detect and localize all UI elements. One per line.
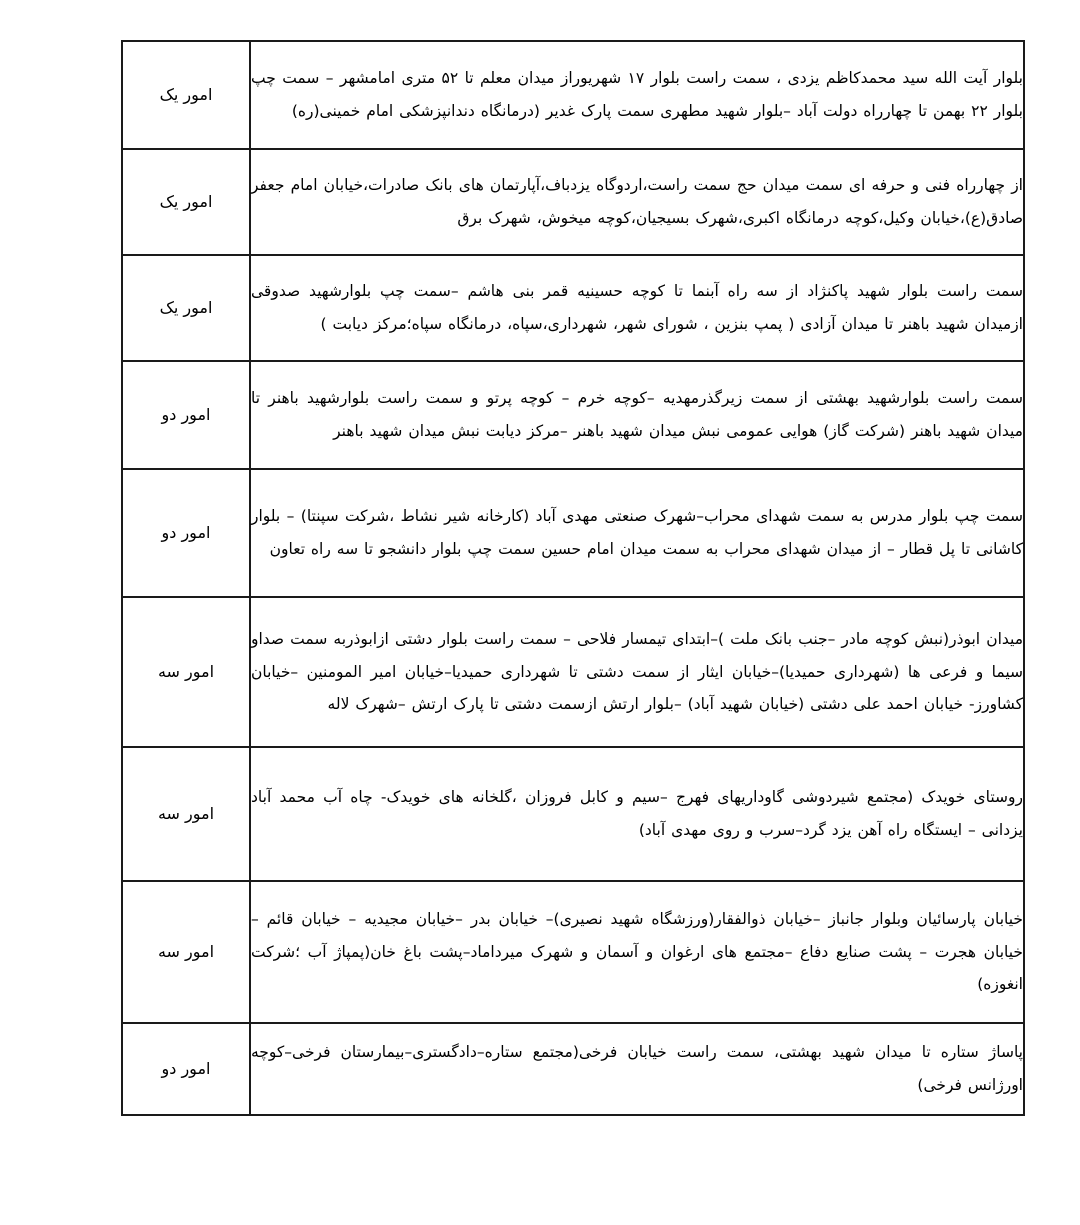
zone-label-cell: امور یک [122,41,250,149]
zone-label-cell: امور یک [122,255,250,361]
table-row [122,1023,1024,1115]
table-row [122,41,1024,149]
zone-description-cell: بلوار آیت الله سید محمدکاظم یزدی ، سمت راست بلوار ۱۷ شهریوراز میدان معلم تا ۵۲ متری امامشهر – سمت چپ بلوار ۲۲ بهمن تا چهارراه دولت آباد –بلوار شهید مطهری سمت پارک غدیر (درمانگاه دندانپزشکی امام خمینی(ره) [250,41,1024,149]
zone-description-cell: سمت راست بلوار شهید پاکنژاد از سه راه آبنما تا کوچه حسینیه قمر بنی هاشم –سمت چپ بلوارشهید صدوقی ازمیدان شهید باهنر تا میدان آزادی ( پمپ بنزین ، شورای شهر، شهرداری،سپاه، درمانگاه سپاه؛مرکز دیابت ) [250,255,1024,361]
zone-description-cell: روستای خویدک (مجتمع شیردوشی گاوداریهای فهرج –سیم و کابل فروزان ،گلخانه های خویدک- چاه آب محمد آباد یزدانی – ایستگاه راه آهن یزد گرد–سرب و روی مهدی آباد) [250,747,1024,881]
zone-label-cell: امور دو [122,469,250,597]
zone-label-cell: امور سه [122,881,250,1023]
table-row [122,597,1024,747]
table-row [122,361,1024,469]
table-row [122,469,1024,597]
table-row [122,149,1024,255]
table-row [122,747,1024,881]
zone-label-cell: امور سه [122,747,250,881]
table-body [122,41,1024,1115]
zone-label-cell: امور دو [122,361,250,469]
zone-description-cell: سمت راست بلوارشهید بهشتی از سمت زیرگذرمهدیه –کوچه خرم – کوچه پرتو و سمت راست بلوارشهید باهنر تا میدان شهید باهنر (شرکت گاز) هوایی عمومی نبش میدان شهید باهنر –مرکز دیابت نبش میدان شهید باهنر [250,361,1024,469]
zone-label-cell: امور یک [122,149,250,255]
zone-description-cell: از چهارراه فنی و حرفه ای سمت میدان حج سمت راست،اردوگاه یزدباف،آپارتمان های بانک صادرات،خیابان امام جعفر صادق(ع)،خیابان وکیل،کوچه درمانگاه اکبری،شهرک بسیجیان،کوچه میخوش، شهرک برق [250,149,1024,255]
table-row [122,255,1024,361]
table-row [122,881,1024,1023]
zone-label-cell: امور دو [122,1023,250,1115]
zone-address-table [121,40,1025,1116]
zone-description-cell: سمت چپ بلوار مدرس به سمت شهدای محراب–شهرک صنعتی مهدی آباد (کارخانه شیر نشاط ،شرکت سپنتا) – بلوار کاشانی تا پل قطار – از میدان شهدای محراب به سمت میدان امام حسین سمت چپ بلوار دانشجو تا سه راه تعاون [250,469,1024,597]
zone-description-cell: پاساژ ستاره تا میدان شهید بهشتی، سمت راست خیابان فرخی(مجتمع ستاره–دادگستری–بیمارستان فرخی–کوچه اورژانس فرخی) [250,1023,1024,1115]
zone-description-cell: خیابان پارسائیان وبلوار جانباز –خیابان ذوالفقار(ورزشگاه شهید نصیری)– خیابان بدر –خیابان مجیدیه – خیابان قائم –خیابان هجرت – پشت صنایع دفاع –مجتمع های ارغوان و آسمان و شهرک میرداماد–پشت باغ خان(پمپاژ آب ؛شرکت انغوزه) [250,881,1024,1023]
zone-label-cell: امور سه [122,597,250,747]
zone-description-cell: میدان ابوذر(نبش کوچه مادر –جنب بانک ملت )–ابتدای تیمسار فلاحی – سمت راست بلوار دشتی ازابوذربه سمت صداو سیما و فرعی ها (شهرداری حمیدیا)–خیابان ایثار از سمت دشتی تا شهرداری حمیدیا–خیابان امیر المومنین –خیابان کشاورز- خیابان احمد علی دشتی (خیابان شهید آباد) –بلوار ارتش ازسمت دشتی تا پارک ارتش –شهرک لاله [250,597,1024,747]
